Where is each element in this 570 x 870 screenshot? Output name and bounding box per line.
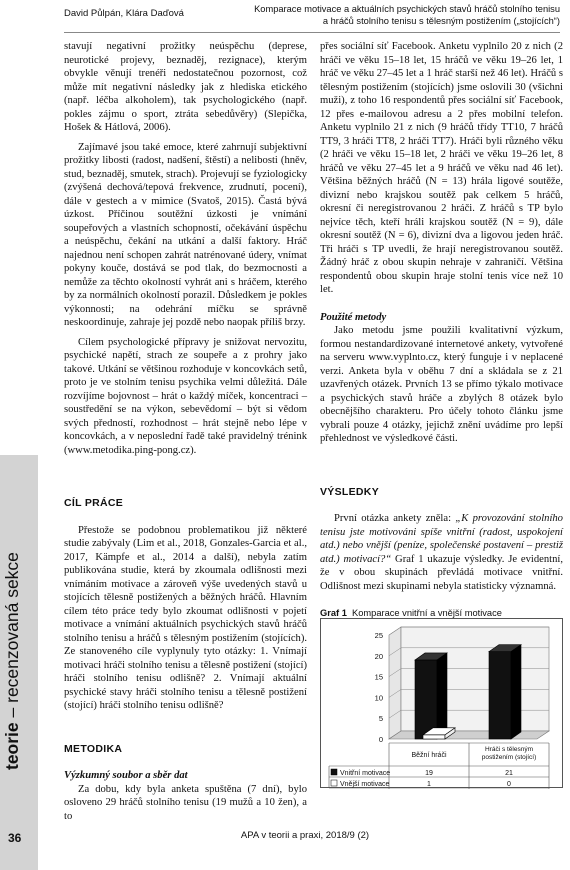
- right-paragraph-3: [320, 512, 563, 593]
- chart-floor: [389, 731, 549, 739]
- chart-legend-label: Vnitřní motivace: [340, 770, 391, 777]
- left-paragraph-5: Za dobu, kdy byla anketa spuštěna (7 dní), bylo osloveno 29 hráčů stolního tenisu (19 mužů a 10 žen), a to: [64, 783, 307, 822]
- chart-data-label: 21: [505, 770, 513, 777]
- side-label-word-1: teorie: [2, 722, 22, 770]
- graph-label: Graf 1: [320, 608, 347, 618]
- subheading-sample: Výzkumný soubor a sběr dat: [64, 770, 188, 781]
- chart-y-tick-label: 15: [374, 672, 383, 682]
- right-column: [320, 40, 563, 621]
- header-authors: David Půlpán, Klára Daďová: [64, 8, 184, 19]
- chart-bar: [415, 660, 437, 739]
- left-paragraph-3: Cílem psychologické přípravy je snižovat nervozitu, psychické napětí, strach ze soupeře a z prohry jako takové. Utkání se většinou rozhoduje v koncovkách setů, proto je ve stolním tenisu psychika velmi důležitá. Dále rozvíjíme bojovnost – hrát o každý míček, koncentraci – soustředění se na výkon, sebevědomí – být si vědom svých předností, rozhodnost – hrát stejně nebo lépe v koncovkách, a v neposlední řadě také pravidelný trénink (www.metodika.ping-pong.cz).: [64, 336, 307, 456]
- chart-side-wall: [389, 627, 401, 739]
- chart-y-tick-label: 20: [374, 651, 383, 661]
- header-article-title: [254, 3, 560, 27]
- left-paragraph-1: stavují negativní prožitky neúspěchu (deprese, neurotické projevy, beznaděj, rezignace), kterým obvykle věnují trenéři nedostatečnou pozornost, což může mít negativní následky jak z hlediska etického (např. léčba alkoholem), tak psychologického (např. pokles zájmu o sport, ztráta sebedůvěry) (Slepička, Hošek & Hátlová, 2006).: [64, 41, 307, 133]
- chart-y-tick-label: 10: [374, 693, 383, 703]
- motivation-chart: [320, 618, 563, 788]
- chart-bar-side: [511, 645, 521, 739]
- side-label-word-2: recenzovaná sekce: [2, 552, 22, 703]
- right-paragraph-2: Jako metodu jsme použili kvalitativní výzkum, formou nestandardizované internetové ankety, vytvořené na serveru www.vyplnto.cz, který funguje i v neplacené verzi. Anketa byla v oběhu 7 dní a skládala se z 21 uzavřených otázek. Prvních 13 se přímo týkalo motivace a psychických stavů hráče a zbylých 8 otázek bylo obecnějšího charakteru. Pro účely tohoto článku jsme vybrali pouze 4 otázky, jejichž znění uvádíme pro lepší přehlednost ve výsledkové části.: [320, 325, 563, 444]
- side-label-dash: –: [2, 702, 22, 723]
- chart-y-tick-label: 25: [374, 631, 383, 640]
- chart-bar: [489, 652, 511, 739]
- chart-y-tick-label: 5: [378, 714, 383, 724]
- chart-category-label: Hráči s tělesným: [484, 746, 534, 753]
- header-title-line-1: Komparace motivace a aktuálních psychických stavů hráčů stolního tenisu: [254, 4, 560, 14]
- heading-method: METODIKA: [64, 742, 123, 755]
- subheading-methods: Použité metody: [320, 311, 387, 323]
- results-text-end: Graf 1 ukazuje výsledky. Je evidentní, že v obou skupinách převládá motivace vnitřní. Odlišnost mezi skupinami nebyla statisticky významná.: [320, 553, 563, 592]
- chart-data-label: 0: [507, 781, 511, 788]
- motivation-chart-svg: [321, 619, 564, 789]
- chart-category-label: postižením (stojící): [481, 754, 537, 761]
- chart-category-label: Běžní hráči: [411, 752, 447, 759]
- heading-aim: CÍL PRÁCE: [64, 497, 124, 509]
- page-footer: APA v teorii a praxi, 2018/9 (2): [240, 830, 370, 841]
- left-paragraph-2: Zajímavé jsou také emoce, které zahrnují subjektivní prožitky libosti (radost, nadšení, štěstí) a nelibosti (hněv, stud, beznaděj, smutek, strach). Projevují se fyziologicky (zvýšená dechová/tepová frekvence, zrudnutí, pocení), dále v gestech a v mimice (Svatoš, 2015). Častá bývá úzkost. Příčinou soutěžní úzkosti je vnímání soupeřových a vlastních schopností, očekávání úspěchu a neúspěchu, čekání na utkání a další faktory. Hráč najednou není schopen zahrát natrénované údery, vnímat pokyny kouče, dostává se pod tlak, do bezmocnosti a nemůže za těchto okolností vyhrát ani s hráčem, kterého by za normálních okolností porazil. Důsledkem je pokles výkonnosti; na odehrání míčku se správně neskoordinuje, zahraje jej pozdě nebo naopak příliš brzy.: [64, 141, 307, 328]
- survey-question-quote: „K provozování stolního tenisu jste motivováni spíše vnitřní (radost, uspokojení atd.) nebo vnější (peníze, společenské postavení – prestiž atd.) motivací?“: [320, 513, 563, 565]
- chart-data-label: 19: [425, 770, 433, 777]
- chart-bar-side: [437, 653, 447, 739]
- chart-legend-swatch: [331, 769, 337, 775]
- page-number: 36: [8, 831, 22, 845]
- left-paragraph-4: Přestože se podobnou problematikou již některé studie zabývaly (Lim et al., 2018, Gonzales-Garcia et al., 2017, Kämpfe et al., 2014 a další), nebyla zatím publikována studie, která by zkoumala odlišnosti mezi vnímáním motivace a zároveň výše uvedených stavů u stojících tělesně postižených a běžných hráčů. Hlavním cílem této práce tedy bylo zkoumat odlišnosti v pojetí motivace a vnímání aktuálních psychických stavů hráčů stolního tenisu a hráčů s tělesným postižením (stojících). Ze stanoveného cíle vyplynuly tyto otázky: 1. Vnímají motivaci hráči stolního tenisu a tělesně postižení (stojící) hráči stolního tenisu odlišně? 2. Vnímají aktuální psychické stavy hráči stolního tenisu a tělesně postižení (stojící) hráči stolního tenisu odlišně?: [64, 524, 307, 711]
- chart-y-tick-label: 0: [378, 735, 383, 744]
- header-rule: [64, 32, 560, 33]
- page-header: [0, 0, 570, 38]
- heading-results: VÝSLEDKY: [320, 485, 379, 498]
- header-title-line-2: a hráčů stolního tenisu s tělesným postižením („stojících“): [322, 16, 560, 26]
- graph-caption-text: Komparace vnitřní a vnější motivace: [352, 608, 502, 618]
- left-column: [64, 40, 307, 823]
- chart-legend-label: Vnější motivace: [340, 781, 390, 788]
- right-paragraph-1: přes sociální síť Facebook. Anketu vyplnilo 20 z nich (2 hráči ve věku 15–18 let, 15 hráčů ve věku 19–26 let, 1 hráč ve věku 27–45 let a 1 hráč starší než 46 let). Hráčů s tělesným postižením (stojících) jsme oslovili 30 (všichni muži), z toho 16 respondentů přes sociální síť Facebook, 12 přes e-mailovou adresu a 2 přes mobilní telefon. Anketu vyplnilo 21 z nich (9 hráčů třídy TT10, 7 hráčů TT9, 3 hráči TT8, 2 hráči TT7). Hráči byli různého věku (2 hráči ve věku 15–18 let, 2 hráči ve věku 19–26 let, 8 hráčů ve věku 27–45 let a 9 hráčů ve věku nad 46 let). Většina běžných hráčů (N = 13) hrála ligové soutěže, divizní nebo krajskou soutěž pak celkem 5 hráčů, okresní či neregistrovanou 2 hráči. Z hráčů s TP bylo nejvíce těch, kteří hráli krajskou soutěž (N = 9), dále okresní soutěž (N = 6), divizní dva a ligovou jeden hráč. Tři hráči s TP uvedli, že hrají neregistrovanou soutěž. Žádný hráč z obou skupin nehraje v zahraničí. Většina respondentů obou skupin hraje stolní tenis více než 10 let.: [320, 41, 563, 295]
- chart-legend-swatch: [331, 780, 337, 786]
- chart-data-label: 1: [427, 781, 431, 788]
- results-text-start: První otázka ankety zněla:: [334, 513, 456, 524]
- chart-bar: [423, 735, 445, 739]
